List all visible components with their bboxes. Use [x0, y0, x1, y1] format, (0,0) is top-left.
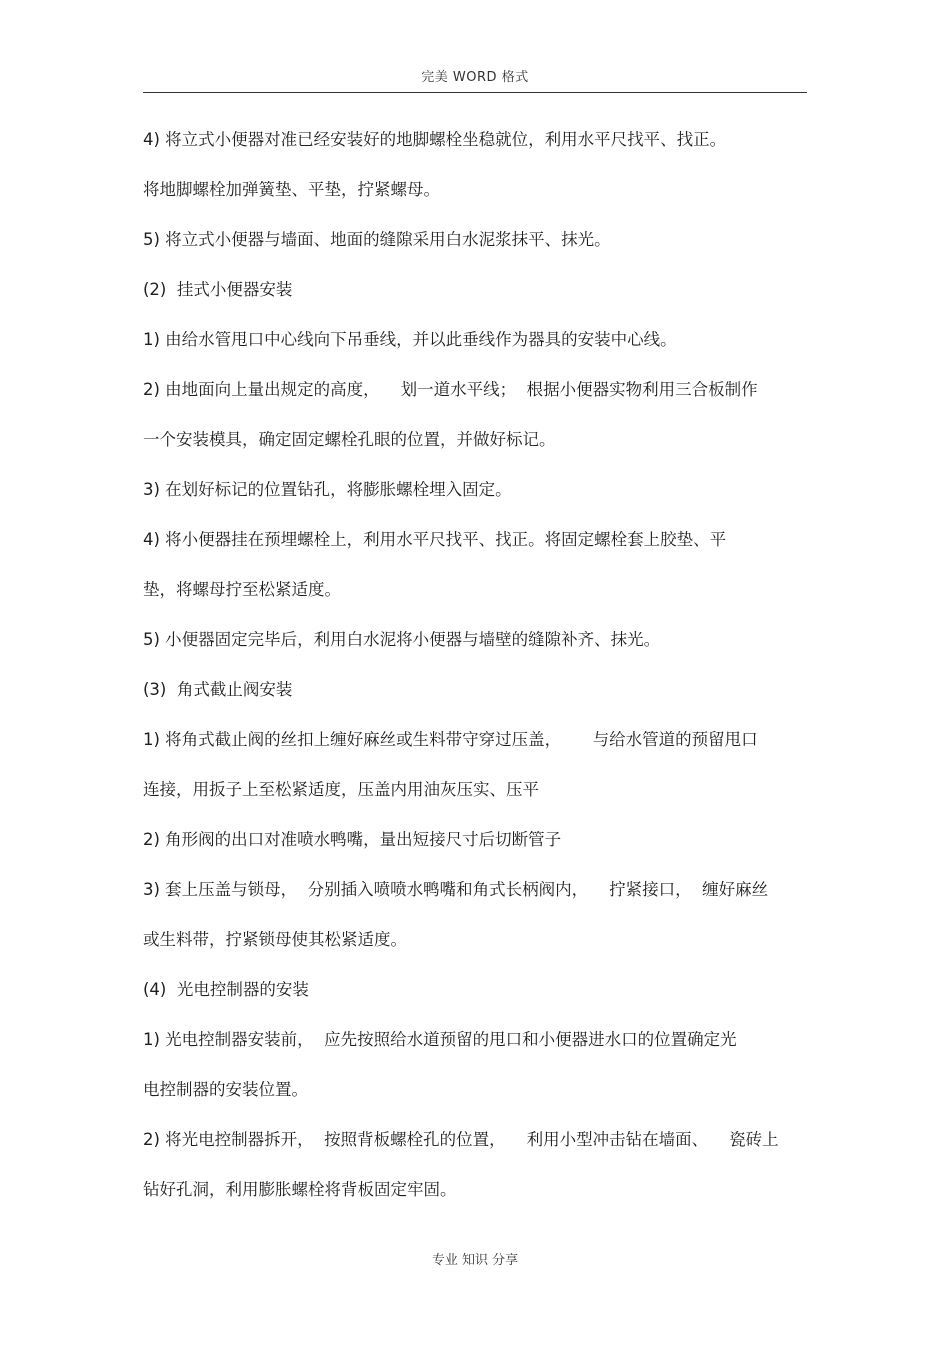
section-heading: (2) 挂式小便器安装 [143, 280, 293, 299]
body-line: 1) 光电控制器安装前， 应先按照给水道预留的甩口和小便器进水口的位置确定光 [143, 1030, 737, 1049]
body-line: 垫，将螺母拧至松紧适度。 [143, 580, 341, 599]
body-line: 3) 套上压盖与锁母， 分别插入喷喷水鸭嘴和角式长柄阀内， 拧紧接口， 缠好麻丝 [143, 880, 769, 899]
body-line: 2) 角形阀的出口对准喷水鸭嘴，量出短接尺寸后切断管子 [143, 830, 562, 849]
body-line: 钻好孔洞，利用膨胀螺栓将背板固定牢固。 [143, 1180, 457, 1199]
body-line: 1) 由给水管甩口中心线向下吊垂线，并以此垂线作为器具的安装中心线。 [143, 330, 677, 349]
page-footer: 专业 知识 分享 [431, 1253, 519, 1268]
page-header: 完美 WORD 格式 [421, 70, 529, 85]
section-heading: (3) 角式截止阀安装 [143, 680, 293, 699]
body-line: 2) 由地面向上量出规定的高度， 划一道水平线； 根据小便器实物利用三合板制作 [143, 380, 758, 399]
body-line: 一个安装模具，确定固定螺栓孔眼的位置，并做好标记。 [143, 430, 556, 449]
body-line: 4) 将立式小便器对准已经安装好的地脚螺栓坐稳就位，利用水平尺找平、找正。 [143, 130, 727, 149]
body-line: 连接，用扳子上至松紧适度，压盖内用油灰压实、压平 [143, 780, 539, 799]
body-line: 1) 将角式截止阀的丝扣上缠好麻丝或生料带守穿过压盖， 与给水管道的预留甩口 [143, 730, 758, 749]
body-line: 4) 将小便器挂在预埋螺栓上，利用水平尺找平、找正。将固定螺栓套上胶垫、平 [143, 530, 727, 549]
document-body [143, 122, 809, 1222]
body-line: 2) 将光电控制器拆开， 按照背板螺栓孔的位置， 利用小型冲击钻在墙面、 瓷砖上 [143, 1130, 779, 1149]
section-heading: (4) 光电控制器的安装 [143, 980, 309, 999]
body-line: 3) 在划好标记的位置钻孔，将膨胀螺栓埋入固定。 [143, 480, 512, 499]
body-line: 5) 将立式小便器与墙面、地面的缝隙采用白水泥浆抹平、抹光。 [143, 230, 611, 249]
body-line: 将地脚螺栓加弹簧垫、平垫，拧紧螺母。 [143, 180, 440, 199]
body-line: 电控制器的安装位置。 [143, 1080, 308, 1099]
header-divider [143, 92, 807, 93]
body-line: 或生料带，拧紧锁母使其松紧适度。 [143, 930, 407, 949]
body-line: 5) 小便器固定完毕后，利用白水泥将小便器与墙壁的缝隙补齐、抹光。 [143, 630, 661, 649]
